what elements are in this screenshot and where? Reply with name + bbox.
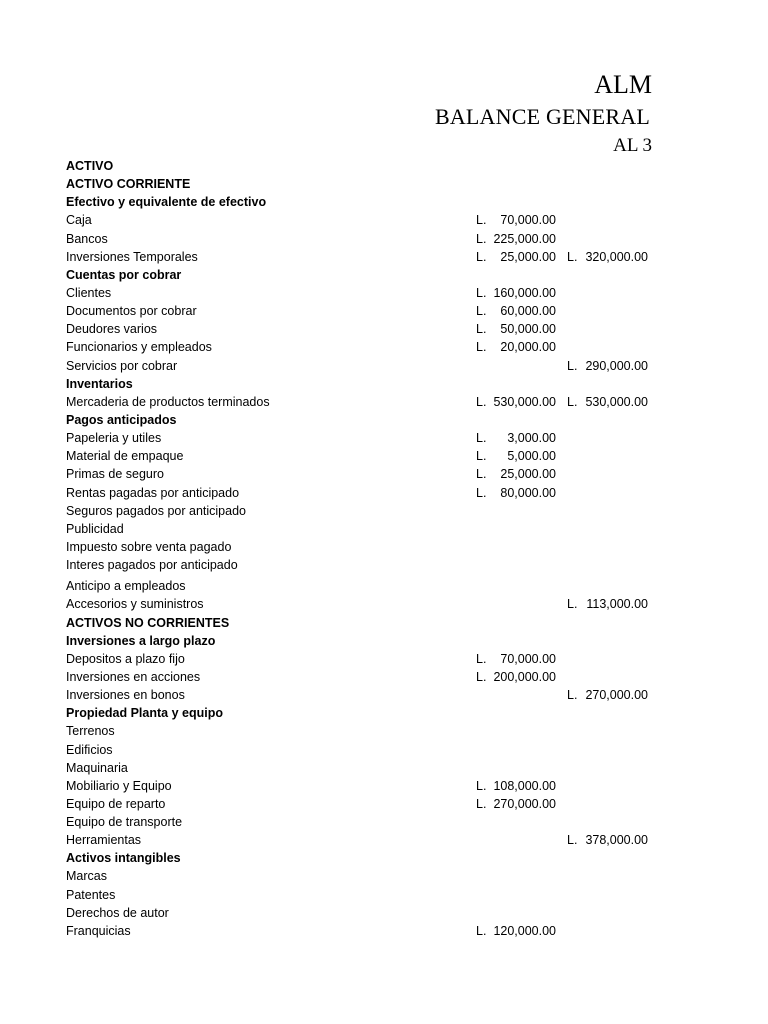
section-heading: Pagos anticipados bbox=[66, 412, 177, 427]
account-row bbox=[66, 338, 706, 356]
account-label: Patentes bbox=[66, 887, 116, 902]
account-row bbox=[66, 484, 706, 502]
account-label: Deudores varios bbox=[66, 322, 158, 337]
account-row bbox=[66, 465, 706, 483]
section-heading-row bbox=[66, 704, 706, 722]
amount-value: 108,000.00 bbox=[493, 778, 556, 793]
account-label: Franquicias bbox=[66, 923, 131, 938]
account-row bbox=[66, 520, 706, 538]
account-row bbox=[66, 795, 706, 813]
account-row bbox=[66, 686, 706, 704]
amount-value: 160,000.00 bbox=[493, 285, 556, 300]
section-heading: ACTIVO CORRIENTE bbox=[66, 177, 191, 192]
amount-value: 25,000.00 bbox=[500, 249, 556, 264]
account-label: Impuesto sobre venta pagado bbox=[66, 539, 232, 554]
account-label: Bancos bbox=[66, 231, 108, 246]
currency-symbol: L. bbox=[476, 467, 487, 482]
amount-value: 113,000.00 bbox=[586, 597, 648, 612]
section-heading-row bbox=[66, 157, 706, 175]
account-label: Seguros pagados por anticipado bbox=[66, 503, 246, 518]
currency-symbol: L. bbox=[567, 394, 578, 409]
account-row bbox=[66, 248, 706, 266]
section-heading-row bbox=[66, 849, 706, 867]
amount-value: 225,000.00 bbox=[493, 231, 556, 246]
company-name: ALM bbox=[594, 70, 652, 99]
section-heading-row bbox=[66, 411, 706, 429]
account-row bbox=[66, 320, 706, 338]
amount-value: 200,000.00 bbox=[493, 669, 556, 684]
currency-symbol: L. bbox=[476, 449, 487, 464]
account-row bbox=[66, 650, 706, 668]
account-row bbox=[66, 393, 706, 411]
section-heading-row bbox=[66, 193, 706, 211]
account-row bbox=[66, 777, 706, 795]
amount-value: 530,000.00 bbox=[585, 394, 648, 409]
account-label: Inversiones en bonos bbox=[66, 688, 185, 703]
currency-symbol: L. bbox=[476, 231, 487, 246]
account-label: Rentas pagadas por anticipado bbox=[66, 485, 240, 500]
account-label: Marcas bbox=[66, 869, 107, 884]
account-label: Interes pagados por anticipado bbox=[66, 558, 238, 573]
currency-symbol: L. bbox=[476, 651, 487, 666]
section-heading: Propiedad Planta y equipo bbox=[66, 706, 223, 721]
account-row bbox=[66, 284, 706, 302]
currency-symbol: L. bbox=[567, 358, 578, 373]
account-label: Inversiones en acciones bbox=[66, 669, 201, 684]
amount-value: 270,000.00 bbox=[493, 796, 556, 811]
section-heading: Activos intangibles bbox=[66, 851, 181, 866]
currency-symbol: L. bbox=[476, 431, 487, 446]
section-heading-row bbox=[66, 266, 706, 284]
amount-value: 70,000.00 bbox=[500, 213, 556, 228]
account-row bbox=[66, 722, 706, 740]
account-label: Edificios bbox=[66, 742, 113, 757]
account-row bbox=[66, 502, 706, 520]
account-label: Papeleria y utiles bbox=[66, 431, 162, 446]
currency-symbol: L. bbox=[476, 213, 487, 228]
account-row bbox=[66, 429, 706, 447]
amount-value: 290,000.00 bbox=[585, 358, 648, 373]
amount-value: 270,000.00 bbox=[585, 688, 648, 703]
account-label: Derechos de autor bbox=[66, 905, 169, 920]
currency-symbol: L. bbox=[476, 778, 487, 793]
amount-value: 50,000.00 bbox=[500, 322, 556, 337]
account-label: Anticipo a empleados bbox=[66, 579, 186, 594]
currency-symbol: L. bbox=[476, 322, 487, 337]
account-label: Servicios por cobrar bbox=[66, 358, 178, 373]
account-row bbox=[66, 556, 706, 574]
account-label: Clientes bbox=[66, 285, 112, 300]
currency-symbol: L. bbox=[567, 688, 578, 703]
amount-value: 530,000.00 bbox=[493, 394, 556, 409]
section-heading: ACTIVO bbox=[66, 159, 114, 173]
account-label: Documentos por cobrar bbox=[66, 304, 197, 319]
currency-symbol: L. bbox=[567, 597, 578, 612]
amount-value: 60,000.00 bbox=[500, 304, 556, 319]
account-label: Publicidad bbox=[66, 521, 124, 536]
account-row bbox=[66, 904, 706, 922]
document-date: AL 3 bbox=[613, 135, 652, 156]
account-row bbox=[66, 357, 706, 375]
account-row bbox=[66, 211, 706, 229]
account-label: Accesorios y suministros bbox=[66, 597, 204, 612]
section-heading-row bbox=[66, 375, 706, 393]
account-label: Maquinaria bbox=[66, 760, 128, 775]
section-heading-row bbox=[66, 175, 706, 193]
amount-value: 70,000.00 bbox=[500, 651, 556, 666]
account-label: Equipo de reparto bbox=[66, 796, 166, 811]
account-label: Mobiliario y Equipo bbox=[66, 778, 172, 793]
currency-symbol: L. bbox=[476, 923, 487, 938]
currency-symbol: L. bbox=[567, 249, 578, 264]
account-row bbox=[66, 577, 706, 595]
section-heading-row bbox=[66, 614, 706, 632]
account-label: Funcionarios y empleados bbox=[66, 340, 212, 355]
currency-symbol: L. bbox=[476, 485, 487, 500]
amount-value: 120,000.00 bbox=[493, 923, 556, 938]
account-row bbox=[66, 741, 706, 759]
amount-value: 320,000.00 bbox=[585, 249, 648, 264]
amount-value: 20,000.00 bbox=[500, 340, 556, 355]
account-row bbox=[66, 230, 706, 248]
document-title: BALANCE GENERAL bbox=[434, 104, 650, 129]
account-row bbox=[66, 595, 706, 613]
account-label: Mercaderia de productos terminados bbox=[66, 394, 270, 409]
amount-value: 378,000.00 bbox=[585, 833, 648, 848]
currency-symbol: L. bbox=[476, 285, 487, 300]
account-label: Inversiones Temporales bbox=[66, 249, 198, 264]
account-label: Depositos a plazo fijo bbox=[66, 651, 185, 666]
account-label: Primas de seguro bbox=[66, 467, 164, 482]
currency-symbol: L. bbox=[476, 669, 487, 684]
amount-value: 3,000.00 bbox=[507, 431, 556, 446]
account-row bbox=[66, 447, 706, 465]
amount-value: 5,000.00 bbox=[507, 449, 556, 464]
currency-symbol: L. bbox=[476, 249, 487, 264]
section-heading: ACTIVOS NO CORRIENTES bbox=[66, 615, 230, 630]
balance-sheet-table bbox=[66, 157, 706, 940]
account-label: Terrenos bbox=[66, 724, 115, 739]
currency-symbol: L. bbox=[567, 833, 578, 848]
section-heading-row bbox=[66, 632, 706, 650]
currency-symbol: L. bbox=[476, 394, 487, 409]
account-row bbox=[66, 867, 706, 885]
currency-symbol: L. bbox=[476, 304, 487, 319]
section-heading: Efectivo y equivalente de efectivo bbox=[66, 195, 267, 210]
account-row bbox=[66, 886, 706, 904]
account-label: Herramientas bbox=[66, 833, 142, 848]
currency-symbol: L. bbox=[476, 340, 487, 355]
amount-value: 25,000.00 bbox=[500, 467, 556, 482]
account-row bbox=[66, 831, 706, 849]
account-row bbox=[66, 302, 706, 320]
account-row bbox=[66, 759, 706, 777]
account-label: Caja bbox=[66, 213, 92, 228]
account-row bbox=[66, 813, 706, 831]
section-heading: Cuentas por cobrar bbox=[66, 267, 182, 282]
currency-symbol: L. bbox=[476, 796, 487, 811]
account-label: Material de empaque bbox=[66, 449, 184, 464]
section-heading: Inventarios bbox=[66, 376, 133, 391]
account-label: Equipo de transporte bbox=[66, 815, 183, 830]
account-row bbox=[66, 538, 706, 556]
section-heading: Inversiones a largo plazo bbox=[66, 633, 216, 648]
account-row bbox=[66, 922, 706, 940]
amount-value: 80,000.00 bbox=[500, 485, 556, 500]
account-row bbox=[66, 668, 706, 686]
